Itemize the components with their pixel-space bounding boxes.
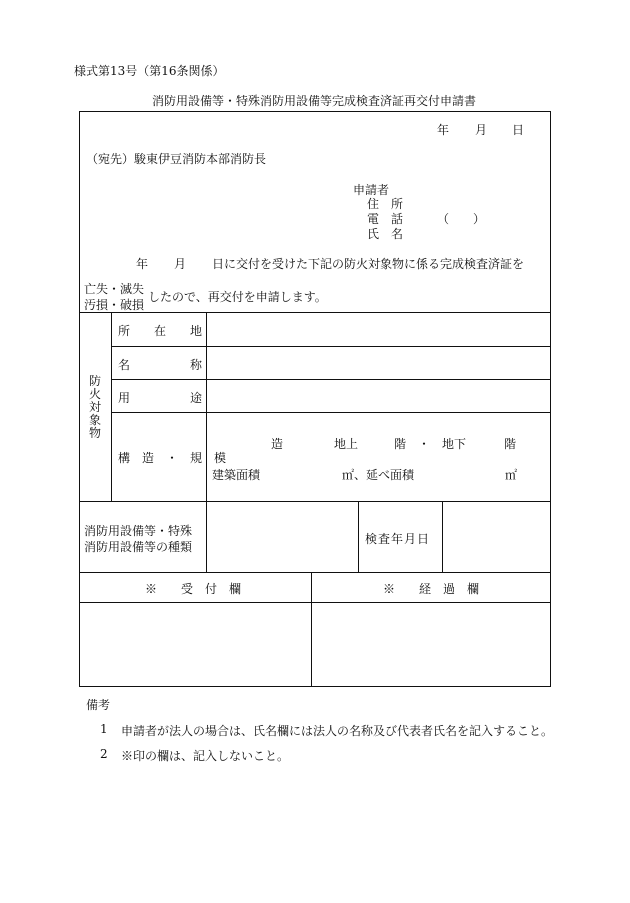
structure-dot: ・ xyxy=(418,437,431,451)
date-month: 月 xyxy=(475,123,488,137)
applicant-name-label: 氏 名 xyxy=(367,227,404,241)
applicant-address-label: 住 所 xyxy=(367,197,404,211)
applicant-phone-label: 電 話 xyxy=(367,212,404,226)
note-1-number: 1 xyxy=(100,722,108,736)
statement-line2: したので、再交付を申請します。 xyxy=(148,290,327,304)
statement-year: 年 xyxy=(136,257,149,271)
inspection-date-label: 検査年月日 xyxy=(365,532,431,546)
fire-object-side-label: 防 火 対 象 物 xyxy=(89,374,102,440)
applicant-phone-paren: （ ） xyxy=(437,212,486,226)
structure-floor-above: 階 xyxy=(394,437,407,451)
note-2-text: ※印の欄は、記入しないこと。 xyxy=(121,749,290,763)
note-2-number: 2 xyxy=(100,747,108,761)
location-label: 所 在 地 xyxy=(118,324,203,338)
form-number: 様式第13号（第16条関係） xyxy=(74,64,225,78)
notes-heading: 備考 xyxy=(86,698,111,712)
structure-zo: 造 xyxy=(271,437,284,451)
date-day: 日 xyxy=(512,123,525,137)
structure-above: 地上 xyxy=(334,437,359,451)
total-floor-area-label: ㎡、延べ面積 xyxy=(342,468,415,482)
option-lost: 亡失・滅失 xyxy=(84,282,145,296)
structure-label: 構 造 ・ 規 模 xyxy=(118,451,227,465)
date-year: 年 xyxy=(437,123,450,137)
name-label: 名 称 xyxy=(118,358,203,372)
applicant-heading: 申請者 xyxy=(353,183,390,197)
option-damaged: 汚損・破損 xyxy=(84,298,145,312)
equipment-label-2: 消防用設備等の種類 xyxy=(84,540,193,554)
use-label: 用 途 xyxy=(118,391,203,405)
addressee: （宛先）駿東伊豆消防本部消防長 xyxy=(86,152,267,166)
form-title: 消防用設備等・特殊消防用設備等完成検査済証再交付申請書 xyxy=(152,94,477,108)
receipt-column-header: ※ 受 付 欄 xyxy=(145,582,242,596)
statement-month: 月 xyxy=(174,257,187,271)
structure-floor-below: 階 xyxy=(504,437,517,451)
structure-below: 地下 xyxy=(442,437,467,451)
total-floor-area-unit: ㎡ xyxy=(505,468,518,482)
building-area-label: 建築面積 xyxy=(212,468,261,482)
statement-line1: 日に交付を受けた下記の防火対象物に係る完成検査済証を xyxy=(212,257,525,271)
progress-column-header: ※ 経 過 欄 xyxy=(383,582,480,596)
equipment-label-1: 消防用設備等・特殊 xyxy=(84,524,193,538)
note-1-text: 申請者が法人の場合は、氏名欄には法人の名称及び代表者氏名を記入すること。 xyxy=(121,724,554,738)
